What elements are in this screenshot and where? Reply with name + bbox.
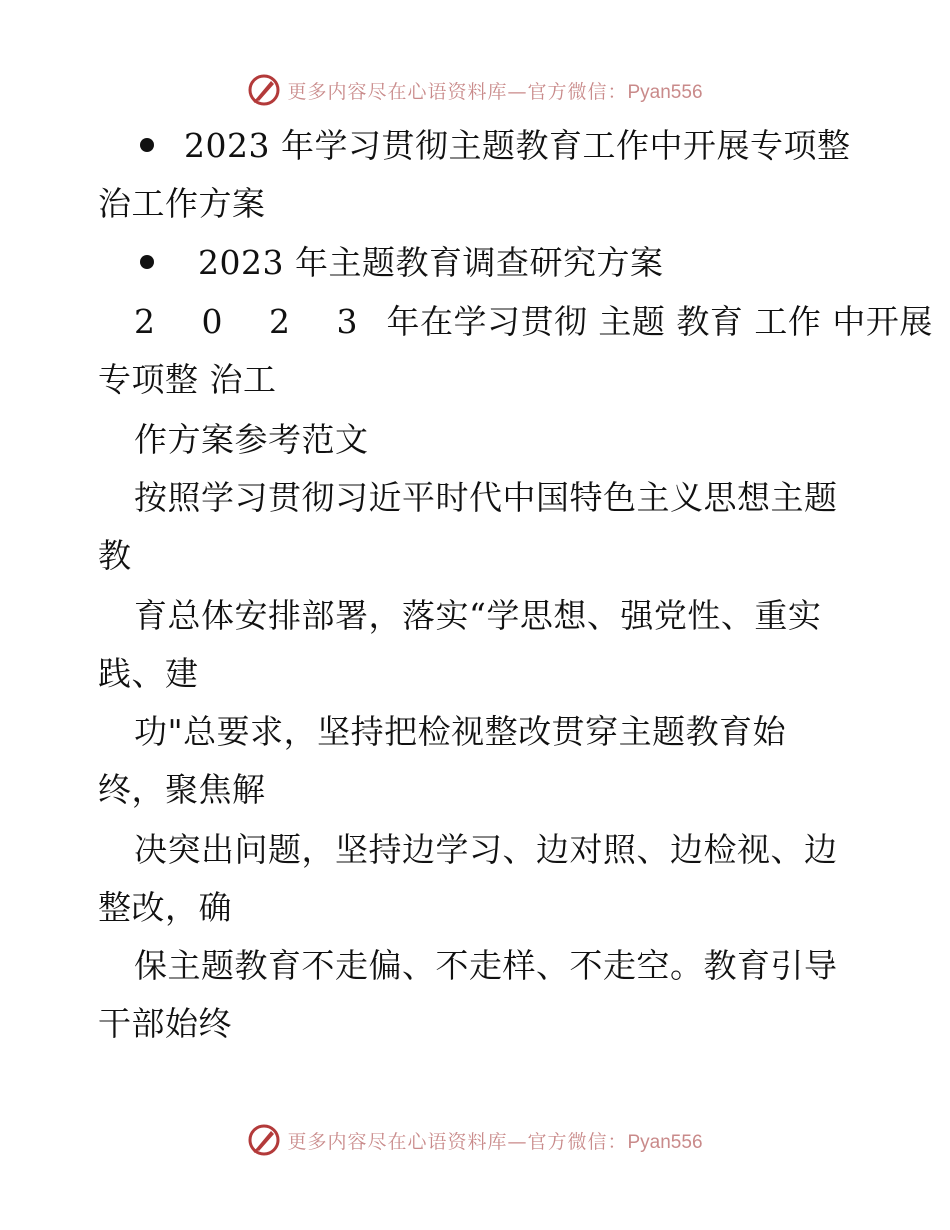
bullet-item-2: 2023 年主题教育调查研究方案 bbox=[140, 241, 663, 285]
quill-logo-icon bbox=[247, 73, 281, 107]
bullet-item-1-line-2: 治工作方案 bbox=[98, 184, 266, 223]
header-watermark bbox=[0, 70, 950, 110]
body-line-10: 干部始终 bbox=[98, 1004, 232, 1043]
body-line-1: 按照学习贯彻习近平时代中国特色主义思想主题 bbox=[134, 478, 838, 517]
bullet-dot-icon bbox=[140, 138, 154, 152]
footer-watermark bbox=[0, 1120, 950, 1160]
body-line-4: 践、建 bbox=[98, 654, 199, 693]
document-title-line-3: 作方案参考范文 bbox=[134, 420, 369, 459]
document-title-line-1: 2 0 2 3 年在学习贯彻 主题 教育 工作 中开展 bbox=[134, 302, 933, 341]
body-line-7: 决突出问题，坚持边学习、边对照、边检视、边 bbox=[134, 830, 838, 869]
watermark-text: 更多内容尽在心语资料库—官方微信：Pyan556 bbox=[287, 80, 703, 103]
body-line-3: 育总体安排部署，落实“学思想、强党性、重实 bbox=[134, 596, 822, 635]
body-line-5: 功"总要求，坚持把检视整改贯穿主题教育始 bbox=[134, 712, 787, 751]
watermark-text: 更多内容尽在心语资料库—官方微信：Pyan556 bbox=[287, 1130, 703, 1153]
bullet-dot-icon bbox=[140, 255, 154, 269]
body-line-9: 保主题教育不走偏、不走样、不走空。教育引导 bbox=[134, 946, 838, 985]
body-line-6: 终，聚焦解 bbox=[98, 770, 266, 809]
body-line-2: 教 bbox=[98, 536, 132, 575]
document-title-line-2: 专项整 治工 bbox=[98, 360, 277, 399]
quill-logo-icon bbox=[247, 1123, 281, 1157]
bullet-item-1-line-1: 2023 年学习贯彻主题教育工作中开展专项整 bbox=[140, 124, 850, 168]
body-line-8: 整改，确 bbox=[98, 888, 232, 927]
